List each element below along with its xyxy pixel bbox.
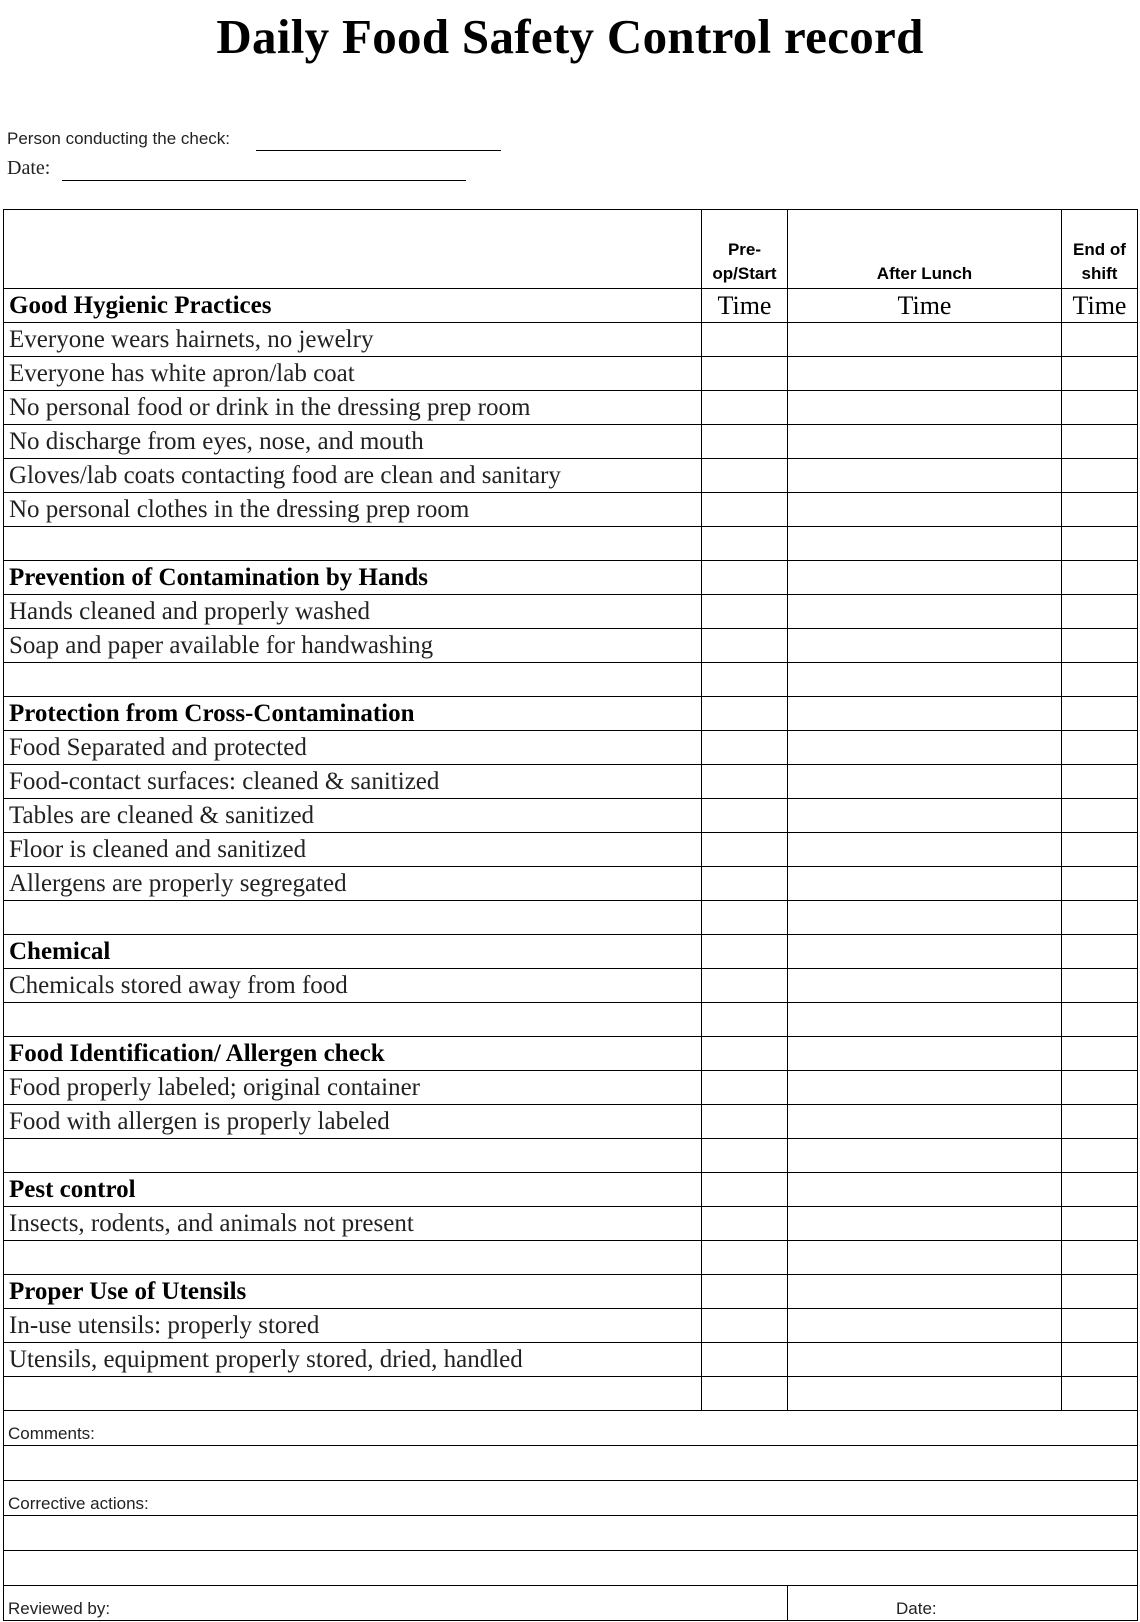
- check-end-of-shift-cell[interactable]: [1062, 1343, 1138, 1377]
- person-input-line[interactable]: [256, 150, 501, 151]
- check-after-lunch-cell[interactable]: [788, 867, 1062, 901]
- blank-after-lunch-cell[interactable]: [788, 663, 1062, 697]
- corrective-row: [4, 1481, 1138, 1516]
- check-pre-start-cell[interactable]: [702, 425, 788, 459]
- check-after-lunch-cell[interactable]: [788, 765, 1062, 799]
- check-end-of-shift-cell[interactable]: [1062, 799, 1138, 833]
- checklist-item-label: No personal food or drink in the dressing prep room: [4, 391, 702, 425]
- heading-end-of-shift-cell[interactable]: [1062, 1173, 1138, 1207]
- check-pre-start-cell[interactable]: [702, 323, 788, 357]
- heading-pre-start-cell[interactable]: [702, 935, 788, 969]
- check-pre-start-cell[interactable]: [702, 1207, 788, 1241]
- check-after-lunch-cell[interactable]: [788, 459, 1062, 493]
- check-after-lunch-cell[interactable]: [788, 629, 1062, 663]
- blank-pre-start-cell[interactable]: [702, 901, 788, 935]
- checklist-item-label: Utensils, equipment properly stored, dried, handled: [4, 1343, 702, 1377]
- check-end-of-shift-cell[interactable]: [1062, 969, 1138, 1003]
- blank-row: [4, 1139, 1138, 1173]
- section-heading-row: [4, 935, 1138, 969]
- footer-blank-cell[interactable]: [4, 1551, 1138, 1586]
- checklist-row: [4, 731, 1138, 765]
- section-heading: Chemical: [4, 935, 702, 969]
- time-label-after-lunch: Time: [788, 289, 1062, 323]
- checklist-item-label: Food with allergen is properly labeled: [4, 1105, 702, 1139]
- blank-end-of-shift-cell[interactable]: [1062, 1003, 1138, 1037]
- blank-end-of-shift-cell[interactable]: [1062, 527, 1138, 561]
- checklist-item-label: Insects, rodents, and animals not present: [4, 1207, 702, 1241]
- check-end-of-shift-cell[interactable]: [1062, 391, 1138, 425]
- check-end-of-shift-cell[interactable]: [1062, 833, 1138, 867]
- checklist-item-label: Food-contact surfaces: cleaned & sanitized: [4, 765, 702, 799]
- checklist-row: [4, 969, 1138, 1003]
- check-end-of-shift-cell[interactable]: [1062, 1207, 1138, 1241]
- checklist-row: [4, 357, 1138, 391]
- check-after-lunch-cell[interactable]: [788, 1071, 1062, 1105]
- check-after-lunch-cell[interactable]: [788, 323, 1062, 357]
- check-after-lunch-cell[interactable]: [788, 731, 1062, 765]
- footer-blank-cell[interactable]: [4, 1516, 1138, 1551]
- blank-end-of-shift-cell[interactable]: [1062, 1139, 1138, 1173]
- checklist-item-label: Allergens are properly segregated: [4, 867, 702, 901]
- blank-row: [4, 1377, 1138, 1411]
- checklist-row: [4, 595, 1138, 629]
- heading-after-lunch-cell[interactable]: [788, 935, 1062, 969]
- check-end-of-shift-cell[interactable]: [1062, 1105, 1138, 1139]
- checklist-row: [4, 1207, 1138, 1241]
- time-label-pre-start: Time: [702, 289, 788, 323]
- page-title: Daily Food Safety Control record: [216, 9, 924, 64]
- checklist-row: [4, 391, 1138, 425]
- blank-after-lunch-cell[interactable]: [788, 527, 1062, 561]
- heading-end-of-shift-cell[interactable]: [1062, 1037, 1138, 1071]
- check-pre-start-cell[interactable]: [702, 629, 788, 663]
- section-heading-row: [4, 1275, 1138, 1309]
- checklist-item-label: Everyone has white apron/lab coat: [4, 357, 702, 391]
- heading-end-of-shift-cell[interactable]: [1062, 561, 1138, 595]
- checklist-item-label: Tables are cleaned & sanitized: [4, 799, 702, 833]
- blank-item-cell[interactable]: [4, 1003, 702, 1037]
- check-end-of-shift-cell[interactable]: [1062, 765, 1138, 799]
- check-pre-start-cell[interactable]: [702, 1343, 788, 1377]
- check-after-lunch-cell[interactable]: [788, 1207, 1062, 1241]
- check-after-lunch-cell[interactable]: [788, 425, 1062, 459]
- blank-pre-start-cell[interactable]: [702, 1241, 788, 1275]
- blank-pre-start-cell[interactable]: [702, 663, 788, 697]
- check-pre-start-cell[interactable]: [702, 969, 788, 1003]
- check-end-of-shift-cell[interactable]: [1062, 1309, 1138, 1343]
- blank-pre-start-cell[interactable]: [702, 1003, 788, 1037]
- date-label: Date:: [7, 157, 51, 179]
- checklist-row: [4, 459, 1138, 493]
- blank-end-of-shift-cell[interactable]: [1062, 901, 1138, 935]
- heading-after-lunch-cell[interactable]: [788, 1275, 1062, 1309]
- heading-end-of-shift-cell[interactable]: [1062, 1275, 1138, 1309]
- heading-pre-start-cell[interactable]: [702, 697, 788, 731]
- blank-after-lunch-cell[interactable]: [788, 1241, 1062, 1275]
- blank-after-lunch-cell[interactable]: [788, 1003, 1062, 1037]
- checklist-row: [4, 323, 1138, 357]
- blank-end-of-shift-cell[interactable]: [1062, 1377, 1138, 1411]
- header-blank-cell: [4, 210, 702, 289]
- checklist-row: [4, 1071, 1138, 1105]
- check-after-lunch-cell[interactable]: [788, 595, 1062, 629]
- heading-after-lunch-cell[interactable]: [788, 561, 1062, 595]
- check-end-of-shift-cell[interactable]: [1062, 425, 1138, 459]
- blank-pre-start-cell[interactable]: [702, 527, 788, 561]
- check-pre-start-cell[interactable]: [702, 765, 788, 799]
- blank-end-of-shift-cell[interactable]: [1062, 1241, 1138, 1275]
- checklist-item-label: Gloves/lab coats contacting food are clean and sanitary: [4, 459, 702, 493]
- check-end-of-shift-cell[interactable]: [1062, 357, 1138, 391]
- heading-pre-start-cell[interactable]: [702, 1275, 788, 1309]
- check-after-lunch-cell[interactable]: [788, 1343, 1062, 1377]
- blank-item-cell[interactable]: [4, 1139, 702, 1173]
- review-date-label: Date:: [788, 1586, 1138, 1621]
- footer-blank-cell[interactable]: [4, 1446, 1138, 1481]
- section-heading: Food Identification/ Allergen check: [4, 1037, 702, 1071]
- checklist-item-label: Food Separated and protected: [4, 731, 702, 765]
- check-end-of-shift-cell[interactable]: [1062, 493, 1138, 527]
- check-pre-start-cell[interactable]: [702, 493, 788, 527]
- column-header-after-lunch: After Lunch: [788, 210, 1062, 289]
- checklist-row: [4, 493, 1138, 527]
- check-end-of-shift-cell[interactable]: [1062, 459, 1138, 493]
- section-heading: Good Hygienic Practices: [4, 289, 702, 323]
- blank-after-lunch-cell[interactable]: [788, 1377, 1062, 1411]
- blank-row: [4, 663, 1138, 697]
- section-heading: Protection from Cross-Contamination: [4, 697, 702, 731]
- blank-item-cell[interactable]: [4, 901, 702, 935]
- check-after-lunch-cell[interactable]: [788, 391, 1062, 425]
- checklist-item-label: Floor is cleaned and sanitized: [4, 833, 702, 867]
- check-pre-start-cell[interactable]: [702, 391, 788, 425]
- checklist-item-label: Chemicals stored away from food: [4, 969, 702, 1003]
- time-label-end-of-shift: Time: [1062, 289, 1138, 323]
- comments-row: [4, 1411, 1138, 1446]
- blank-pre-start-cell[interactable]: [702, 1139, 788, 1173]
- check-pre-start-cell[interactable]: [702, 1071, 788, 1105]
- check-pre-start-cell[interactable]: [702, 595, 788, 629]
- checklist-row: [4, 765, 1138, 799]
- checklist-row: [4, 867, 1138, 901]
- checklist-item-label: Hands cleaned and properly washed: [4, 595, 702, 629]
- check-end-of-shift-cell[interactable]: [1062, 867, 1138, 901]
- section-heading-row: [4, 697, 1138, 731]
- section-heading-row: [4, 1037, 1138, 1071]
- check-pre-start-cell[interactable]: [702, 731, 788, 765]
- comments-blank-row: [4, 1446, 1138, 1481]
- checklist-item-label: No discharge from eyes, nose, and mouth: [4, 425, 702, 459]
- check-after-lunch-cell[interactable]: [788, 1309, 1062, 1343]
- section-heading-row: [4, 561, 1138, 595]
- checklist-item-label: Food properly labeled; original container: [4, 1071, 702, 1105]
- heading-pre-start-cell[interactable]: [702, 561, 788, 595]
- checklist-row: [4, 629, 1138, 663]
- reviewed-blank-row: [4, 1551, 1138, 1586]
- checklist-row: [4, 799, 1138, 833]
- blank-end-of-shift-cell[interactable]: [1062, 663, 1138, 697]
- checklist-row: [4, 1105, 1138, 1139]
- blank-row: [4, 901, 1138, 935]
- blank-item-cell[interactable]: [4, 1377, 702, 1411]
- column-header-pre-start: Pre-op/Start: [702, 210, 788, 289]
- check-after-lunch-cell[interactable]: [788, 357, 1062, 391]
- column-header-end-of-shift: End of shift: [1062, 210, 1138, 289]
- check-after-lunch-cell[interactable]: [788, 1105, 1062, 1139]
- reviewed-by-label: Reviewed by:: [4, 1586, 788, 1621]
- heading-pre-start-cell[interactable]: [702, 1037, 788, 1071]
- header-row: [4, 210, 1138, 289]
- blank-item-cell[interactable]: [4, 663, 702, 697]
- section-heading-row: [4, 289, 1138, 323]
- checklist-row: [4, 1309, 1138, 1343]
- section-heading: Pest control: [4, 1173, 702, 1207]
- heading-after-lunch-cell[interactable]: [788, 697, 1062, 731]
- check-pre-start-cell[interactable]: [702, 799, 788, 833]
- checklist-row: [4, 833, 1138, 867]
- blank-item-cell[interactable]: [4, 1241, 702, 1275]
- heading-end-of-shift-cell[interactable]: [1062, 935, 1138, 969]
- heading-pre-start-cell[interactable]: [702, 1173, 788, 1207]
- heading-after-lunch-cell[interactable]: [788, 1037, 1062, 1071]
- check-end-of-shift-cell[interactable]: [1062, 629, 1138, 663]
- date-input-line[interactable]: [62, 180, 466, 181]
- blank-row: [4, 1241, 1138, 1275]
- check-pre-start-cell[interactable]: [702, 357, 788, 391]
- check-end-of-shift-cell[interactable]: [1062, 1071, 1138, 1105]
- check-pre-start-cell[interactable]: [702, 1105, 788, 1139]
- check-pre-start-cell[interactable]: [702, 833, 788, 867]
- blank-pre-start-cell[interactable]: [702, 1377, 788, 1411]
- check-pre-start-cell[interactable]: [702, 459, 788, 493]
- checklist-item-label: Everyone wears hairnets, no jewelry: [4, 323, 702, 357]
- check-pre-start-cell[interactable]: [702, 1309, 788, 1343]
- blank-row: [4, 527, 1138, 561]
- blank-after-lunch-cell[interactable]: [788, 901, 1062, 935]
- check-end-of-shift-cell[interactable]: [1062, 731, 1138, 765]
- corrective-actions-label: Corrective actions:: [4, 1481, 1138, 1516]
- blank-after-lunch-cell[interactable]: [788, 1139, 1062, 1173]
- person-label: Person conducting the check:: [7, 129, 231, 148]
- check-end-of-shift-cell[interactable]: [1062, 323, 1138, 357]
- heading-after-lunch-cell[interactable]: [788, 1173, 1062, 1207]
- check-after-lunch-cell[interactable]: [788, 969, 1062, 1003]
- heading-end-of-shift-cell[interactable]: [1062, 697, 1138, 731]
- section-heading: Proper Use of Utensils: [4, 1275, 702, 1309]
- check-after-lunch-cell[interactable]: [788, 493, 1062, 527]
- reviewed-row: [4, 1586, 1138, 1621]
- checklist-table: [3, 209, 1138, 1621]
- blank-item-cell[interactable]: [4, 527, 702, 561]
- section-heading: Prevention of Contamination by Hands: [4, 561, 702, 595]
- comments-label: Comments:: [4, 1411, 1138, 1446]
- blank-row: [4, 1003, 1138, 1037]
- checklist-item-label: In-use utensils: properly stored: [4, 1309, 702, 1343]
- checklist-item-label: No personal clothes in the dressing prep room: [4, 493, 702, 527]
- checklist-row: [4, 425, 1138, 459]
- corrective-blank-row: [4, 1516, 1138, 1551]
- check-pre-start-cell[interactable]: [702, 867, 788, 901]
- checklist-item-label: Soap and paper available for handwashing: [4, 629, 702, 663]
- checklist-row: [4, 1343, 1138, 1377]
- check-after-lunch-cell[interactable]: [788, 833, 1062, 867]
- check-end-of-shift-cell[interactable]: [1062, 595, 1138, 629]
- check-after-lunch-cell[interactable]: [788, 799, 1062, 833]
- section-heading-row: [4, 1173, 1138, 1207]
